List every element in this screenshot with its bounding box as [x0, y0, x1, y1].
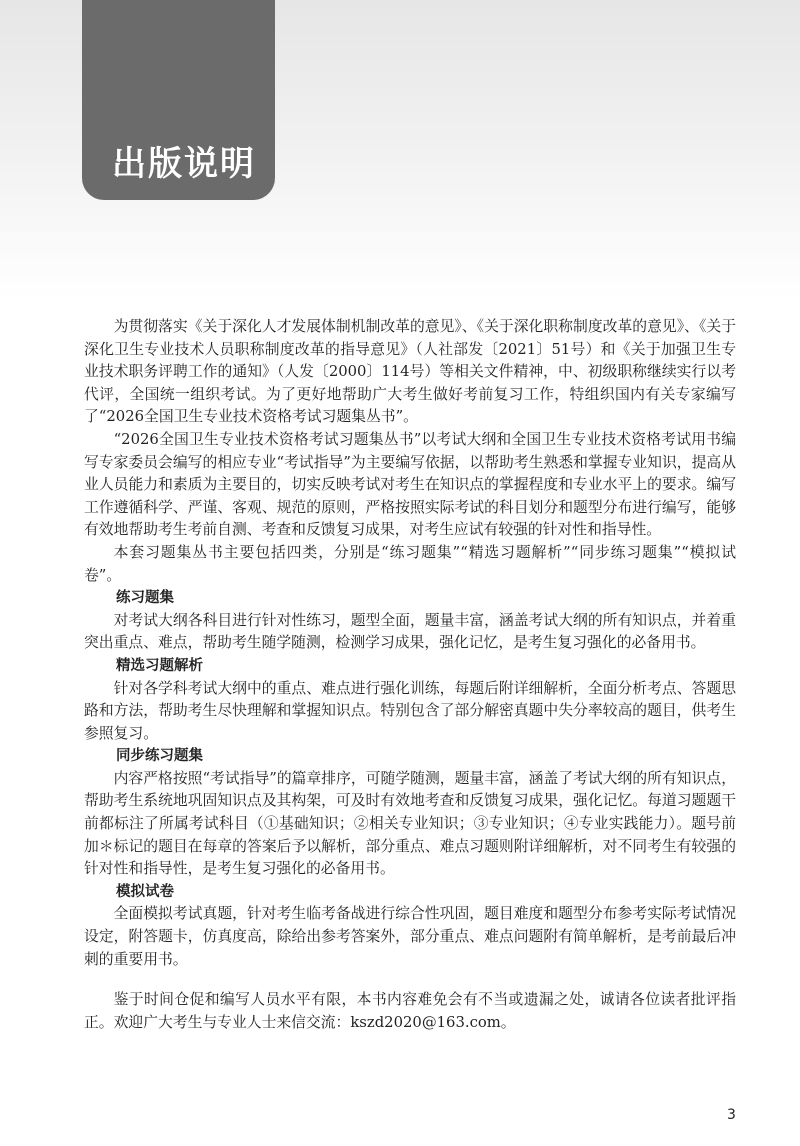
- page-title: 出版说明: [112, 144, 256, 184]
- section-heading-sync-exercises: 同步练习题集: [116, 748, 203, 765]
- section-heading-selected-analysis: 精选习题解析: [116, 657, 203, 674]
- paragraph-selected-analysis: 针对各学科考试大纲中的重点、难点进行强化训练，每题后附详细解析，全面分析考点、答题思路和方法，帮助考生尽快理解和掌握知识点。特别包含了部分解密真题中失分率较高的题目，供考生参照复习。: [84, 679, 736, 742]
- paragraph-closing: 鉴于时间仓促和编写人员水平有限，本书内容难免会有不当或遗漏之处，诚请各位读者批评指正。欢迎广大考生与专业人士来信交流：kszd2020@163.com。: [84, 991, 736, 1031]
- main-content: [84, 316, 736, 1034]
- paragraph-mock-exam: 全面模拟考试真题，针对考生临考备战进行综合性巩固，题目难度和题型分布参考实际考试情况设定，附答题卡，仿真度高，除给出参考答案外，部分重点、难点问题附有简单解析，是考前最后冲刺的重要用书。: [84, 905, 736, 968]
- paragraph-intro: 为贯彻落实《关于深化人才发展体制机制改革的意见》、《关于深化职称制度改革的意见》、《关于深化卫生专业技术人员职称制度改革的指导意见》（人社部发〔2021〕51号）和《关于加强卫生专业技术职务评聘工作的通知》（人发〔2000〕114号）等相关文件精神，中、初级职称继续实行以考代评，全国统一组织考试。为了更好地帮助广大考生做好考前复习工作，特组织国内有关专家编写了“2026全国卫生专业技术资格考试习题集丛书”。: [84, 318, 736, 426]
- section-heading-mock-exam: 模拟试卷: [116, 883, 174, 900]
- paragraph-sync-exercises: 内容严格按照“考试指导”的篇章排序，可随学随测，题量丰富，涵盖了考试大纲的所有知识点，帮助考生系统地巩固知识点及其构架，可及时有效地考查和反馈复习成果，强化记忆。每道习题题干前都标注了所属考试科目（①基础知识；②相关专业知识；③专业知识；④专业实践能力）。题号前加＊标记的题目在每章的答案后予以解析，部分重点、难点习题则附详细解析，对不同考生有较强的针对性和指导性，是考生复习强化的必备用书。: [84, 769, 736, 878]
- paragraph-exercise-set: 对考试大纲各科目进行针对性练习，题型全面，题量丰富，涵盖考试大纲的所有知识点，并着重突出重点、难点，帮助考生随学随测，检测学习成果，强化记忆，是考生复习强化的必备用书。: [84, 611, 736, 652]
- paragraph-series-types: 本套习题集丛书主要包括四类，分别是“练习题集”“精选习题解析”“同步练习题集”“模拟试卷”。: [84, 543, 736, 584]
- paragraph-series-basis: “2026全国卫生专业技术资格考试习题集丛书”以考试大纲和全国卫生专业技术资格考试用书编写专家委员会编写的相应专业“考试指导”为主要编写依据，以帮助考生熟悉和掌握专业知识，提高从业人员能力和素质为主要目的，切实反映考试对考生在知识点的掌握程度和专业水平上的要求。编写工作遵循科学、严谨、客观、规范的原则，严格按照实际考试的科目划分和题型分布进行编写，能够有效地帮助考生考前自测、考查和反馈复习成果，对考生应试有较强的针对性和指导性。: [84, 430, 736, 539]
- page-number: 3: [727, 1107, 736, 1123]
- section-heading-exercise-set: 练习题集: [116, 590, 174, 607]
